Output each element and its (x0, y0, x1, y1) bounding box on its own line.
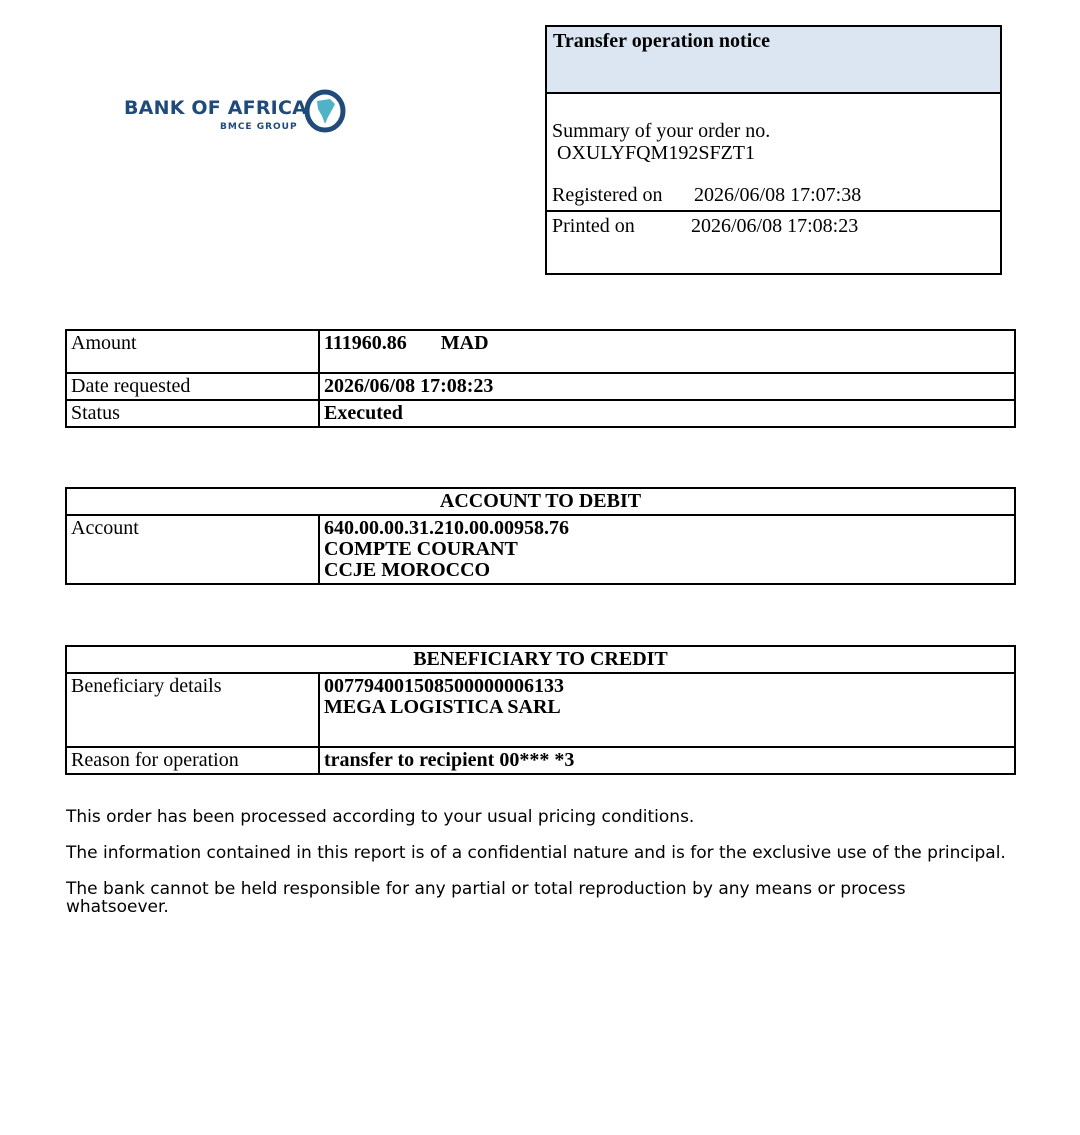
bank-name: BANK OF AFRICA (124, 97, 308, 119)
printed-value: 2026/06/08 17:08:23 (691, 215, 859, 237)
account-label: Account (66, 515, 319, 584)
amount-label: Amount (66, 330, 319, 373)
printed-row (552, 215, 859, 238)
bank-logo (124, 88, 354, 138)
account-holder: CCJE MOROCCO (324, 559, 491, 581)
bank-group: BMCE GROUP (220, 122, 298, 132)
account-details (319, 515, 1015, 584)
credit-heading-row (66, 646, 1015, 673)
registered-value: 2026/06/08 17:07:38 (694, 184, 862, 206)
reason-value: transfer to recipient 00*** *3 (319, 747, 1015, 774)
reason-label: Reason for operation (66, 747, 319, 774)
africa-globe-icon (304, 88, 346, 134)
order-number: OXULYFQM192SFZT1 (557, 142, 756, 164)
reason-row (66, 747, 1015, 774)
date-label: Date requested (66, 373, 319, 400)
amount-table (65, 329, 1016, 428)
account-type: COMPTE COURANT (324, 538, 518, 560)
credit-heading: BENEFICIARY TO CREDIT (66, 646, 1015, 673)
amount-cell (319, 330, 1015, 373)
registered-row (552, 184, 862, 207)
disclaimer-notes (66, 808, 1006, 934)
debit-heading: ACCOUNT TO DEBIT (66, 488, 1015, 515)
beneficiary-row (66, 673, 1015, 747)
order-summary-label: Summary of your order no. (552, 120, 771, 142)
debit-heading-row (66, 488, 1015, 515)
order-summary (552, 120, 770, 164)
debit-account-row (66, 515, 1015, 584)
status-value: Executed (319, 400, 1015, 427)
amount-row (66, 330, 1015, 373)
date-row (66, 373, 1015, 400)
note-liability: The bank cannot be held responsible for any partial or total reproduction by any means or process whatsoever. (66, 879, 906, 917)
status-row (66, 400, 1015, 427)
beneficiary-details (319, 673, 1015, 747)
registered-label: Registered on (552, 184, 663, 206)
credit-table (65, 645, 1016, 775)
date-value: 2026/06/08 17:08:23 (319, 373, 1015, 400)
currency: MAD (440, 332, 489, 354)
transfer-notice-box (545, 25, 1002, 275)
note-confidential: The information contained in this report is of a confidential nature and is for the exclusive use of the principal. (66, 843, 1006, 863)
account-number: 640.00.00.31.210.00.00958.76 (324, 517, 569, 539)
printed-label: Printed on (552, 215, 635, 237)
notice-divider (547, 210, 1000, 212)
beneficiary-name: MEGA LOGISTICA SARL (324, 696, 561, 718)
beneficiary-account: 007794001508500000006133 (324, 675, 564, 697)
notice-title: Transfer operation notice (547, 27, 1000, 94)
note-pricing: This order has been processed according to your usual pricing conditions. (66, 807, 695, 827)
amount-value: 111960.86 (324, 332, 407, 354)
debit-table (65, 487, 1016, 585)
beneficiary-label: Beneficiary details (66, 673, 319, 747)
status-label: Status (66, 400, 319, 427)
